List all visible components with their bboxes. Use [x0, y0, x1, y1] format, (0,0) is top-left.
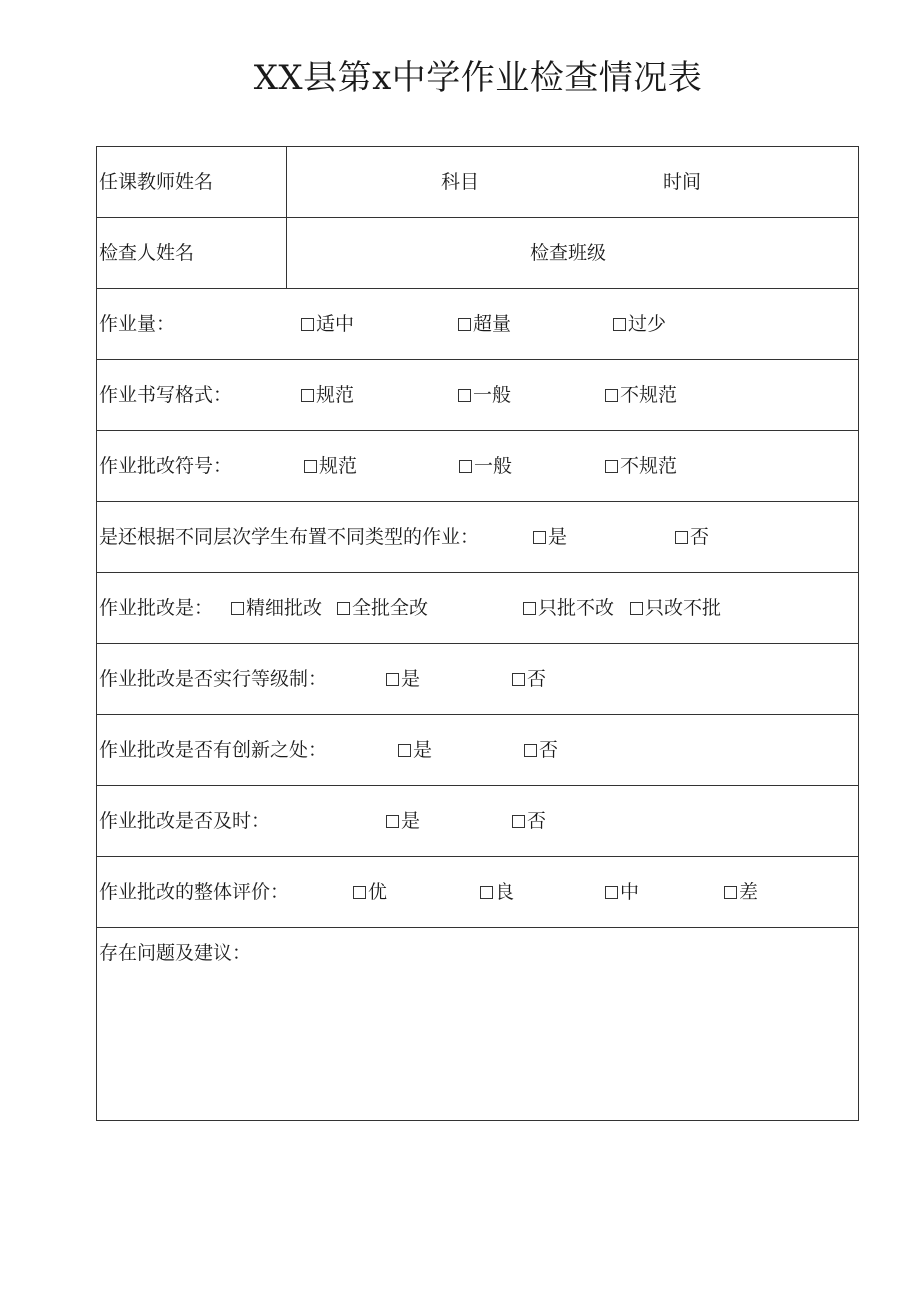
checkbox-icon[interactable] — [605, 886, 618, 899]
grading-option-full[interactable]: 全批全改 — [337, 597, 428, 619]
teacher-name-cell[interactable] — [97, 147, 287, 217]
grading-row — [97, 573, 858, 644]
layered-option-yes[interactable]: 是 — [533, 526, 567, 548]
amount-label: 作业量： — [99, 313, 176, 335]
subject-label: 科目 — [441, 171, 480, 193]
format-option-standard[interactable]: 规范 — [301, 384, 354, 406]
grading-label: 作业批改是： — [99, 597, 214, 619]
format-row — [97, 360, 858, 431]
level-option-no[interactable]: 否 — [512, 668, 546, 690]
checkbox-icon[interactable] — [458, 318, 471, 331]
amount-option-moderate[interactable]: 适中 — [301, 313, 354, 335]
checkbox-icon[interactable] — [386, 673, 399, 686]
symbols-option-average[interactable]: 一般 — [459, 455, 512, 477]
inspector-name-label: 检查人姓名 — [99, 242, 195, 264]
symbols-row — [97, 431, 858, 502]
level-label: 作业批改是否实行等级制： — [99, 668, 328, 690]
overall-row — [97, 857, 858, 928]
inspector-name-cell[interactable] — [97, 218, 287, 288]
teacher-name-label: 任课教师姓名 — [99, 171, 214, 193]
checkbox-icon[interactable] — [613, 318, 626, 331]
checkbox-icon[interactable] — [386, 815, 399, 828]
symbols-option-standard[interactable]: 规范 — [304, 455, 357, 477]
level-row — [97, 644, 858, 715]
issues-label: 存在问题及建议： — [99, 942, 252, 964]
checkbox-icon[interactable] — [459, 460, 472, 473]
layered-label: 是还根据不同层次学生布置不同类型的作业： — [99, 526, 480, 548]
amount-option-excess[interactable]: 超量 — [458, 313, 511, 335]
timely-label: 作业批改是否及时： — [99, 810, 271, 832]
checkbox-icon[interactable] — [512, 815, 525, 828]
symbols-option-nonstandard[interactable]: 不规范 — [605, 455, 677, 477]
teacher-row — [97, 147, 858, 218]
checkbox-icon[interactable] — [231, 602, 244, 615]
checkbox-icon[interactable] — [523, 602, 536, 615]
checkbox-icon[interactable] — [353, 886, 366, 899]
innovation-label: 作业批改是否有创新之处： — [99, 739, 328, 761]
checkbox-icon[interactable] — [398, 744, 411, 757]
amount-option-little[interactable]: 过少 — [613, 313, 666, 335]
symbols-label: 作业批改符号： — [99, 455, 233, 477]
grading-option-mark-only[interactable]: 只批不改 — [523, 597, 614, 619]
checkbox-icon[interactable] — [630, 602, 643, 615]
format-label: 作业书写格式： — [99, 384, 233, 406]
checkbox-icon[interactable] — [480, 886, 493, 899]
overall-label: 作业批改的整体评价： — [99, 881, 290, 903]
checkbox-icon[interactable] — [524, 744, 537, 757]
class-label: 检查班级 — [530, 242, 607, 264]
checkbox-icon[interactable] — [605, 460, 618, 473]
inspector-row — [97, 218, 858, 289]
timely-option-yes[interactable]: 是 — [386, 810, 420, 832]
inspection-form — [96, 146, 859, 1121]
innovation-row — [97, 715, 858, 786]
innovation-option-yes[interactable]: 是 — [398, 739, 432, 761]
overall-option-good[interactable]: 良 — [480, 881, 514, 903]
page-title: XX县第x中学作业检查情况表 — [253, 58, 703, 98]
issues-row[interactable] — [97, 928, 858, 1120]
overall-option-fair[interactable]: 中 — [605, 881, 639, 903]
checkbox-icon[interactable] — [458, 389, 471, 402]
format-option-nonstandard[interactable]: 不规范 — [605, 384, 677, 406]
amount-row — [97, 289, 858, 360]
grading-option-correct-only[interactable]: 只改不批 — [630, 597, 721, 619]
overall-option-excellent[interactable]: 优 — [353, 881, 387, 903]
grading-option-fine[interactable]: 精细批改 — [231, 597, 322, 619]
checkbox-icon[interactable] — [512, 673, 525, 686]
checkbox-icon[interactable] — [605, 389, 618, 402]
layered-row — [97, 502, 858, 573]
checkbox-icon[interactable] — [533, 531, 546, 544]
checkbox-icon[interactable] — [337, 602, 350, 615]
layered-option-no[interactable]: 否 — [675, 526, 709, 548]
checkbox-icon[interactable] — [304, 460, 317, 473]
time-label: 时间 — [663, 171, 702, 193]
timely-row — [97, 786, 858, 857]
timely-option-no[interactable]: 否 — [512, 810, 546, 832]
innovation-option-no[interactable]: 否 — [524, 739, 558, 761]
format-option-average[interactable]: 一般 — [458, 384, 511, 406]
checkbox-icon[interactable] — [301, 318, 314, 331]
checkbox-icon[interactable] — [301, 389, 314, 402]
checkbox-icon[interactable] — [724, 886, 737, 899]
checkbox-icon[interactable] — [675, 531, 688, 544]
overall-option-poor[interactable]: 差 — [724, 881, 758, 903]
level-option-yes[interactable]: 是 — [386, 668, 420, 690]
